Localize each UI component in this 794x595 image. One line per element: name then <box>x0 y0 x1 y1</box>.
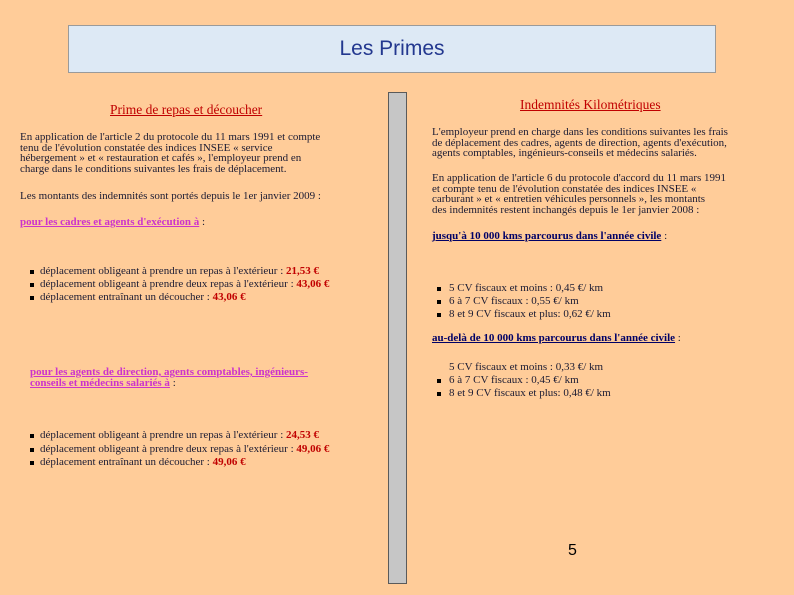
meal-rate-item <box>30 278 329 291</box>
meal-rate-item <box>30 265 329 278</box>
mileage-rate-item <box>437 374 611 387</box>
mileage-rate-item <box>437 361 611 374</box>
mileage-rate-text: 8 et 9 CV fiscaux et plus: 0,62 €/ km <box>449 308 611 320</box>
management-rates-list <box>30 429 329 470</box>
rate-description: déplacement entraînant un découcher : <box>40 456 213 468</box>
intro-line: En application de l'article 2 du protocole du 11 mars 1991 et compte <box>20 131 321 143</box>
rate-amount: 43,06 € <box>296 278 330 290</box>
bullet-icon <box>30 448 34 452</box>
mileage-allowance-heading: Indemnités Kilométriques <box>520 97 661 112</box>
slide-title: Les Primes <box>339 37 445 60</box>
meal-allowance-heading: Prime de repas et découcher <box>110 102 263 117</box>
page-number: 5 <box>568 542 577 559</box>
rate-description: déplacement obligeant à prendre deux repas à l'extérieur : <box>40 442 297 455</box>
management-label-text: pour les agents de direction, agents comptables, ingénieurs- <box>30 366 308 378</box>
rate-amount: 49,06 € <box>296 442 330 455</box>
management-group-label <box>30 367 308 388</box>
meal-rate-item <box>30 291 329 304</box>
label-suffix: : <box>675 332 681 344</box>
bullet-icon <box>30 461 34 465</box>
intro-line: charge dans le conditions suivantes les frais de déplacement. <box>20 163 287 176</box>
staff-group-label-text: pour les cadres et agents d'exécution à <box>20 216 200 228</box>
management-label-text: conseils et médecins salariés à <box>30 376 170 389</box>
mileage-rate-item <box>437 282 611 295</box>
up-to-10000-rates <box>437 282 611 321</box>
rate-description: déplacement obligeant à prendre un repas à l'extérieur : <box>40 429 287 441</box>
bullet-icon <box>30 434 34 438</box>
amounts-note: Les montants des indemnités sont portés depuis le 1er janvier 2009 : <box>20 190 321 202</box>
rate-description: déplacement obligeant à prendre deux repas à l'extérieur : <box>40 278 297 290</box>
intro-line: L'employeur prend en charge dans les conditions suivantes les frais <box>432 126 728 138</box>
legal-note-line: En application de l'article 6 du protocole d'accord du 11 mars 1991 <box>432 172 727 184</box>
mileage-rate-text: 6 à 7 CV fiscaux : 0,55 €/ km <box>449 295 579 307</box>
bullet-icon <box>437 313 441 317</box>
mileage-rate-text: 8 et 9 CV fiscaux et plus: 0,48 €/ km <box>449 387 611 399</box>
bullet-icon <box>437 287 441 291</box>
intro-line: tenu de l'évolution constatée des indices INSEE « service <box>20 141 273 154</box>
legal-note-line: des indemnités restent inchangés depuis le 1er janvier 2008 : <box>432 204 700 217</box>
intro-line: hébergement » et « restauration et cafés », l'employeur prend en <box>20 152 302 165</box>
rate-amount: 21,53 € <box>286 265 320 277</box>
rate-amount: 24,53 € <box>286 429 320 441</box>
up-to-10000-label <box>432 231 667 242</box>
rate-amount: 43,06 € <box>212 291 246 303</box>
legal-note-line: et compte tenu de l'évolution constatée des indices INSEE « <box>432 182 697 195</box>
staff-group-label <box>20 217 205 228</box>
rate-description: déplacement entraînant un découcher : <box>40 291 213 303</box>
bullet-icon <box>30 283 34 287</box>
mileage-rate-item <box>437 387 611 400</box>
mileage-legal-note <box>432 173 726 216</box>
title-box <box>68 25 716 73</box>
bullet-icon <box>437 379 441 383</box>
bullet-icon <box>437 300 441 304</box>
meal-rate-item <box>30 429 329 443</box>
mileage-rate-text: 5 CV fiscaux et moins : 0,33 €/ km <box>449 361 604 373</box>
meal-rate-item <box>30 456 329 470</box>
meal-allowance-intro <box>20 132 320 175</box>
bullet-icon <box>30 296 34 300</box>
mileage-rate-item <box>437 308 611 321</box>
mileage-rate-text: 5 CV fiscaux et moins : 0,45 €/ km <box>449 282 604 294</box>
label-suffix: : <box>169 376 176 389</box>
legal-note-line: carburant » et « entretien véhicules personnels », les montants <box>432 193 706 206</box>
over-10000-rates <box>437 361 611 400</box>
intro-line: de déplacement des cadres, agents de direction, agents d'exécution, <box>432 136 727 149</box>
management-label-line <box>30 378 308 389</box>
meal-rate-item <box>30 443 329 457</box>
column-divider <box>388 92 407 584</box>
intro-line: agents comptables, ingénieurs-conseils et médecins salariés. <box>432 147 697 160</box>
mileage-rate-item <box>437 295 611 308</box>
staff-rates-list <box>30 265 329 304</box>
up-to-10000-label-text: jusqu'à 10 000 kms parcourus dans l'année civile <box>432 230 662 242</box>
label-suffix: : <box>661 230 668 242</box>
bullet-icon <box>30 270 34 274</box>
rate-amount: 49,06 € <box>212 456 246 468</box>
over-10000-label-text: au-delà de 10 000 kms parcourus dans l'année civile <box>432 332 676 344</box>
bullet-icon <box>437 392 441 396</box>
rate-description: déplacement obligeant à prendre un repas à l'extérieur : <box>40 265 287 277</box>
over-10000-label <box>432 333 681 344</box>
mileage-intro <box>432 127 728 159</box>
mileage-rate-text: 6 à 7 CV fiscaux : 0,45 €/ km <box>449 374 579 386</box>
label-suffix: : <box>199 216 206 228</box>
